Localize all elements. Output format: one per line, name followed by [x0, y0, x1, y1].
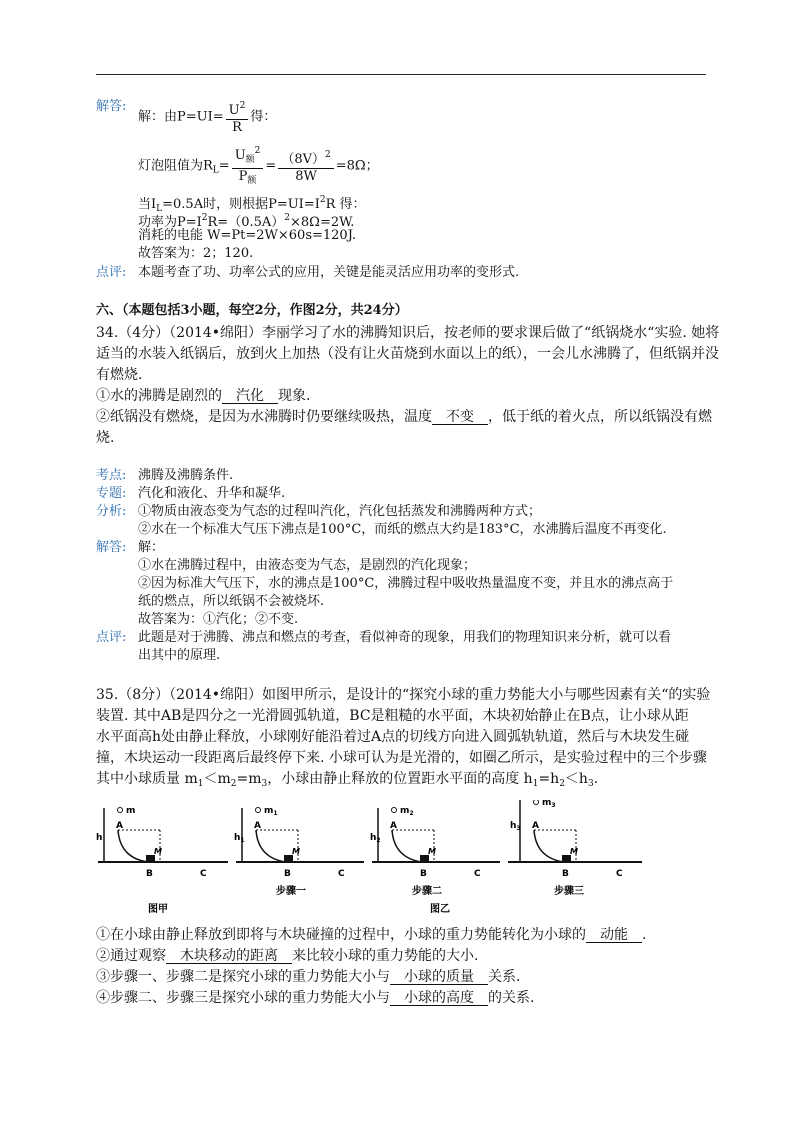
q34-analysis-1: ①物质由液态变为气态的过程叫汽化，汽化包括蒸发和沸腾两种方式；: [138, 504, 542, 519]
answer-tag: 解答:: [96, 99, 127, 114]
svg-text:m3: $m_3$: [542, 800, 556, 809]
figure-step2: [370, 806, 500, 915]
q34-line-3: 有燃烧.: [96, 367, 143, 383]
q35-line-4: 撞，木块运动一段距离后最终停下来. 小球可认为是光滑的，如圈乙所示，是实验过程中的三个步骤: [96, 750, 707, 766]
q34-comment-tag: 点评:: [96, 630, 127, 645]
figure-step3: [508, 800, 642, 897]
q34-topic-tag: 专题:: [96, 486, 127, 501]
fig-label-step3: 步骤三: [554, 886, 584, 897]
q34-sub-1: ①水的沸腾是剧烈的 汽化 现象.: [96, 388, 311, 404]
q34-line-1: 34.（4分）（2014•绵阳）李丽学习了水的沸腾知识后，按老师的要求课后做了“纸锅烧水“实验. 她将: [96, 325, 720, 341]
q35-answer-1: 动能: [586, 927, 642, 943]
q35-sub-4: ④步骤二、步骤三是探究小球的重力势能大小与 小球的高度 的关系.: [96, 990, 535, 1006]
q35-answer-3: 小球的质量: [390, 969, 488, 985]
q34-solution-tag: 解答:: [96, 540, 127, 555]
fig-label-yi: 图乙: [430, 904, 450, 915]
q34-solution-3: 纸的燃点，所以纸锅不会被烧坏.: [138, 594, 325, 609]
solution-line-1: 解：由P=UI= $\frac{U^2}{R}$ 得：: [138, 98, 276, 136]
svg-text:C: C: [338, 869, 345, 879]
q35-line-1: 35.（8分）（2014•绵阳）如图甲所示，是设计的“探究小球的重力势能大小与哪些因素有关“的实验: [96, 687, 711, 703]
solution-line-6: 故答案为：2；120.: [138, 246, 254, 261]
experiment-figure: [96, 800, 656, 924]
q34-solution-1: ①水在沸腾过程中，由液态变为气态，是剧烈的汽化现象；: [138, 558, 477, 573]
q34-analysis-2: ②水在一个标准大气压下沸点是100°C，而纸的燃点大约是183°C，水沸腾后温度不再变化.: [138, 522, 667, 537]
q35-answer-4: 小球的高度: [390, 990, 488, 1006]
comment-tag: 点评:: [96, 265, 127, 280]
q34-solution-2: ②因为标准大气压下，水的沸点是100°C，沸腾过程中吸收热量温度不变，并且水的沸点高于: [138, 576, 674, 591]
solution-line-2: 灯泡阻值为$R_L=$ $\frac{U_额^2}{P_额}$ = $\frac{(8V)^2}{8W}$ =8Ω；: [138, 143, 379, 189]
header-rule: [96, 74, 706, 75]
q34-answer-2: 不变: [432, 409, 488, 425]
svg-text:A: A: [116, 821, 123, 831]
svg-text:h1: $h_1$: [234, 833, 245, 844]
solution-line-3: 当$I_L=0.5A$时，则根据$P=UI=I^2R$ 得：: [138, 195, 366, 214]
svg-text:B: B: [562, 869, 569, 879]
q35-line-2: 装置. 其中AB是四分之一光滑圆弧轨道，BC是粗糙的水平面，木块初始静止在B点，让小球从距: [96, 708, 689, 724]
svg-text:A: A: [254, 821, 261, 831]
fig-label-step2: 步骤二: [412, 886, 442, 897]
svg-text:h3: $h_3$: [510, 821, 521, 832]
q35-answer-2: 木块移动的距离: [166, 948, 292, 964]
svg-text:M: M: [428, 847, 436, 856]
svg-text:C: C: [474, 869, 481, 879]
q34-topic: 汽化和液化、升华和凝华.: [138, 486, 286, 501]
svg-text:C: C: [616, 869, 623, 879]
solution-line-5: 消耗的电能 W=Pt=2W×60s=120J.: [138, 228, 357, 243]
q34-answer-1: 汽化: [222, 388, 278, 404]
q34-kp: 沸腾及沸腾条件.: [138, 468, 234, 483]
svg-text:B: B: [284, 869, 291, 879]
q35-sub-3: ③步骤一、步骤二是探究小球的重力势能大小与 小球的质量 关系.: [96, 969, 521, 985]
figure-step1: [234, 806, 364, 897]
svg-text:h: h: [96, 833, 103, 843]
q34-sub-2: ②纸锅没有燃烧，是因为水沸腾时仍要继续吸热，温度 不变 ，低于纸的着火点，所以纸锅没有燃: [96, 409, 712, 425]
fig-m-label: m: [126, 806, 136, 816]
comment-text: 本题考查了功、功率公式的应用，关键是能灵活应用功率的变形式.: [138, 265, 520, 280]
svg-text:h2: $h_2$: [370, 833, 381, 844]
q35-line-3: 水平面高h处由静止释放，小球刚好能沿着过A点的切线方向进入圆弧轨轨道，然后与木块发生碰: [96, 729, 690, 745]
solution-line-4: 功率为$P=I^2R=(0.5A)^2\times 8\Omega=2W$.: [138, 213, 355, 230]
q34-kp-tag: 考点:: [96, 468, 127, 483]
svg-text:M: M: [570, 847, 578, 856]
q34-comment-1: 此题是对于沸腾、沸点和燃点的考查，看似神奇的现象，用我们的物理知识来分析，就可以看: [138, 630, 672, 645]
q34-analysis-tag: 分析:: [96, 504, 127, 519]
q34-solution-4: 故答案为：①汽化；②不变.: [138, 612, 299, 627]
svg-text:A: A: [390, 821, 397, 831]
q35-sub-1: ①在小球由静止释放到即将与木块碰撞的过程中，小球的重力势能转化为小球的 动能 .: [96, 927, 647, 943]
svg-text:C: C: [200, 869, 207, 879]
q34-sub-2-cont: 烧.: [96, 430, 115, 446]
svg-text:m2: $m_2$: [400, 806, 414, 817]
svg-text:B: B: [146, 869, 153, 879]
figure-jia: [96, 806, 228, 915]
q35-line-5: 其中小球质量 $m_1<m_2=m_3$，小球由静止释放的位置距水平面的高度 $h_1=h_2<h_3$.: [96, 771, 599, 789]
svg-text:M: M: [292, 847, 300, 856]
q34-solution-0: 解：: [138, 540, 165, 555]
q35-sub-2: ②通过观察 木块移动的距离 来比较小球的重力势能的大小.: [96, 948, 479, 964]
svg-text:A: A: [532, 821, 539, 831]
q34-line-2: 适当的水装入纸锅后，放到火上加热（没有让火苗烧到水面以上的纸），一会儿水沸腾了，但纸锅并没: [96, 346, 719, 362]
svg-text:M: M: [154, 847, 162, 856]
svg-text:B: B: [420, 869, 427, 879]
svg-text:m1: $m_1$: [264, 806, 278, 817]
fig-label-jia: 图甲: [148, 904, 168, 915]
q34-comment-2: 出其中的原理.: [138, 648, 221, 663]
section-title: 六、（本题包括3小题，每空2分，作图2分，共24分）: [96, 303, 408, 318]
fig-label-step1: 步骤一: [276, 886, 306, 897]
